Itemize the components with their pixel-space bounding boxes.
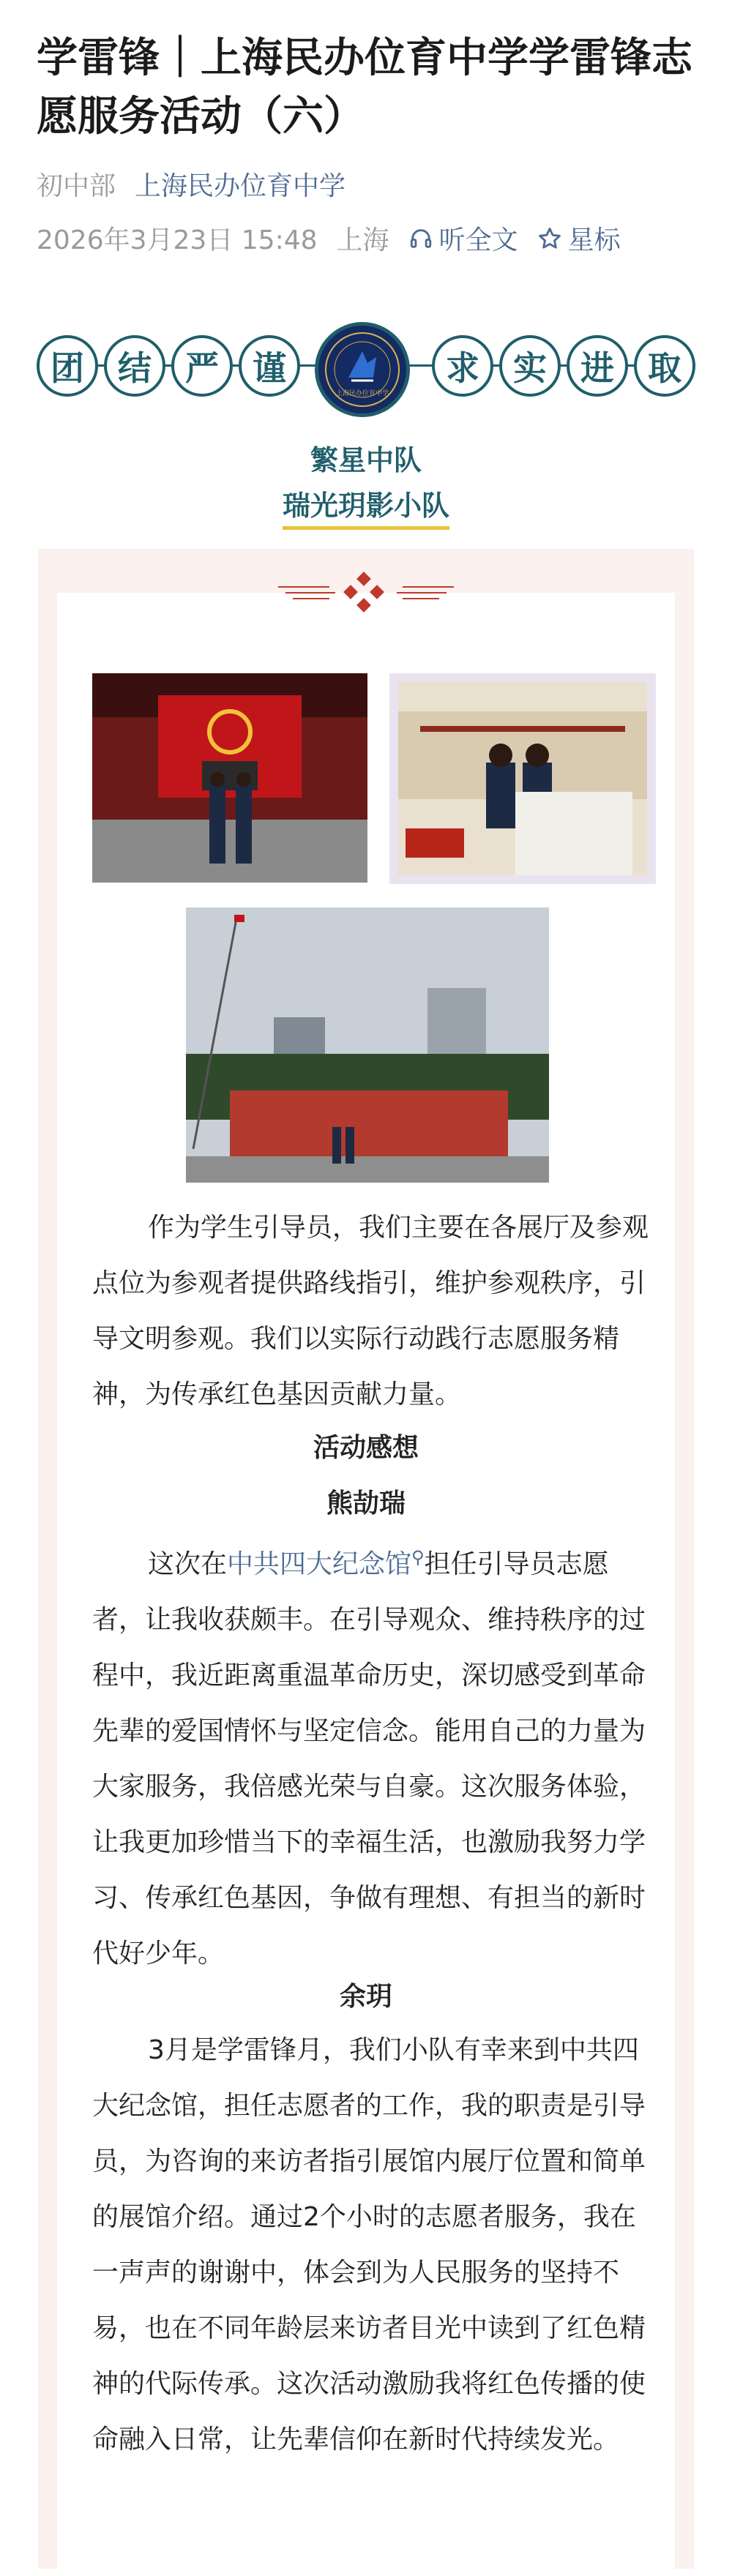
team-name — [0, 483, 732, 523]
para1-pre: 这次在 — [148, 1549, 228, 1579]
intro-text: 作为学生引导员，我们主要在各展厅及参观点位为参观者提供路线指引，维护参观秩序，引导文明参观。我们以实际行动践行志愿服务精神，为传承红色基因贡献力量。 — [92, 1213, 649, 1409]
motto-char: 严 — [171, 335, 233, 397]
school-motto-banner — [37, 322, 695, 417]
para1-post: 担任引导员志愿者，让我收获颇丰。在引导观众、维持秩序的过程中，我近距离重温革命历史，深切感受到革命先辈的爱国情怀与坚定信念。能用自己的力量为大家服务，我倍感光荣与自豪。这次服务体验，让我更加珍惜当下的幸福生活，也激励我努力学习、传承红色基因，争做有理想、有担当的新时代好少年。 — [92, 1549, 646, 1969]
article-byline — [37, 165, 346, 203]
reflection-paragraph-2 — [92, 2023, 649, 2468]
search-icon: ⚲ — [411, 1547, 425, 1568]
photo-reception-desk[interactable] — [389, 673, 656, 884]
photo-exhibition-hall-image — [92, 673, 367, 883]
author2-name: 余玥 — [339, 1982, 392, 2012]
decorative-ornament-icon — [278, 571, 454, 615]
motto-char: 谨 — [239, 335, 300, 397]
photo-exhibition-hall[interactable] — [92, 673, 367, 883]
motto-char: 取 — [634, 335, 695, 397]
intro-paragraph — [92, 1200, 649, 1423]
article-title: 学雷锋｜上海民办位育中学学雷锋志愿服务活动（六） — [37, 34, 692, 141]
article-meta — [37, 220, 621, 257]
author-label: 初中部 — [37, 171, 116, 201]
school-emblem-logo — [315, 322, 410, 417]
team-name-text: 瑞光玥影小队 — [283, 490, 449, 530]
photo-reception-desk-image — [398, 682, 647, 875]
para2-text: 3月是学雷锋月，我们小队有幸来到中共四大纪念馆，担任志愿者的工作，我的职责是引导员，为咨询的来访者指引展馆内展厅位置和简单的展馆介绍。通过2个小时的志愿者服务，我在一声声的谢谢中，体会到为人民服务的坚持不易，也在不同年龄层来访者目光中读到了红色精神的代际传承。这次活动激励我将红色传播的使命融入日常，让先辈信仰在新时代持续发光。 — [92, 2035, 646, 2455]
star-label: 星标 — [567, 225, 621, 255]
svg-text:上海民办位育中学: 上海民办位育中学 — [335, 390, 389, 397]
motto-char: 进 — [567, 335, 628, 397]
star-button[interactable] — [537, 220, 621, 257]
listen-button[interactable] — [408, 220, 518, 257]
photo-memorial-exterior-image — [186, 907, 549, 1183]
listen-label: 听全文 — [438, 225, 518, 255]
memorial-link-text: 中共四大纪念馆 — [227, 1549, 412, 1579]
star-icon — [537, 226, 562, 251]
headphones-icon — [408, 226, 433, 251]
motto-char: 结 — [104, 335, 165, 397]
emblem-icon — [322, 329, 403, 410]
author1-name: 熊劼瑞 — [326, 1489, 406, 1519]
squad-name: 繁星中队 — [310, 444, 422, 476]
motto-char: 团 — [37, 335, 98, 397]
motto-char: 求 — [432, 335, 493, 397]
memorial-link[interactable] — [227, 1549, 425, 1579]
motto-char: 实 — [499, 335, 561, 397]
publish-location: 上海 — [336, 225, 389, 255]
photo-memorial-exterior[interactable] — [186, 907, 549, 1183]
reflection-paragraph-1 — [92, 1530, 649, 1982]
account-link[interactable]: 上海民办位育中学 — [135, 171, 346, 201]
section-heading: 活动感想 — [313, 1433, 419, 1463]
publish-date: 2026年3月23日 15:48 — [37, 225, 318, 255]
